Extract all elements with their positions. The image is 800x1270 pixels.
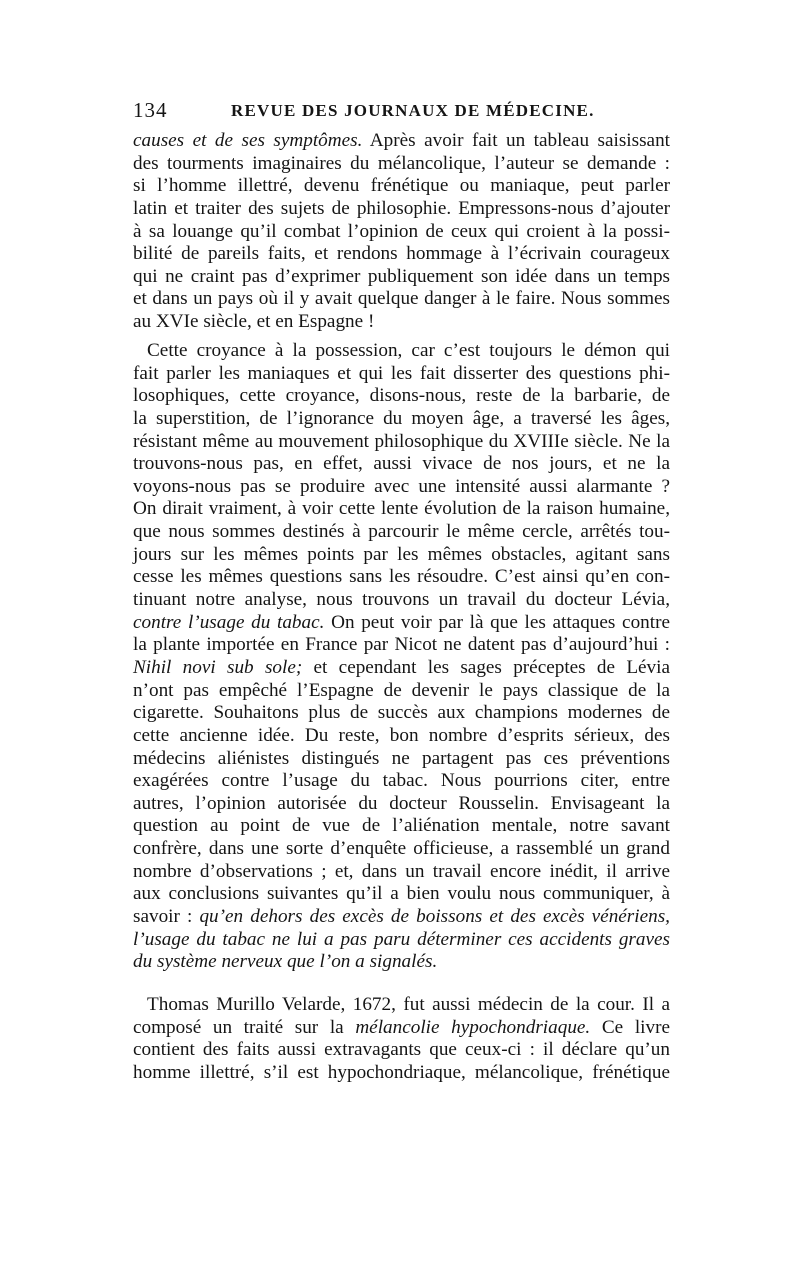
text-line: On dirait vraiment, à voir cette lente évolution de la raison humaine, <box>133 498 670 520</box>
text-line: homme illettré, s’il est hypochondriaque, mélancolique, frénétique <box>133 1061 670 1083</box>
text-line: qui ne craint pas d’exprimer publiquement son idée dans un temps <box>133 265 670 287</box>
text-line: l’usage du tabac ne lui a pas paru déterminer ces accidents graves <box>133 928 670 950</box>
text-line: exagérées contre l’usage du tabac. Nous pourrions citer, entre <box>133 770 670 792</box>
text-line: bilité de pareils faits, et rendons hommage à l’écrivain courageux <box>133 243 670 265</box>
text-line: du système nerveux que l’on a signalés. <box>133 951 438 973</box>
text-line: composé un traité sur la mélancolie hypochondriaque. Ce livre <box>133 1016 670 1038</box>
text-line: causes et de ses symptômes. Après avoir fait un tableau saisissant <box>133 130 670 151</box>
paragraph-1 <box>133 130 670 334</box>
text-line: au XVIe siècle, et en Espagne ! <box>133 311 375 333</box>
text-line: fait parler les maniaques et qui les fait disserter des questions phi- <box>133 362 670 384</box>
text-line: Thomas Murillo Velarde, 1672, fut aussi médecin de la cour. Il a <box>147 994 670 1015</box>
text-line: aux conclusions suivantes qu’il a bien voulu nous communiquer, à <box>133 883 670 905</box>
text-line: question au point de vue de l’aliénation mentale, notre savant <box>133 815 670 837</box>
text-line: cette ancienne idée. Du reste, bon nombre d’esprits sérieux, des <box>133 724 670 746</box>
text-line: voyons-nous pas se produire avec une intensité aussi alarmante ? <box>133 475 670 497</box>
text-line: si l’homme illettré, devenu frénétique ou maniaque, peut parler <box>133 175 670 197</box>
text-line: cesse les mêmes questions sans les résoudre. C’est ainsi qu’en con- <box>133 566 670 588</box>
text-line: nombre d’observations ; et, dans un travail encore inédit, il arrive <box>133 860 670 882</box>
italic-run: qu’en dehors des excès de boissons et des excès vénériens, <box>199 906 670 928</box>
italic-run: contre l’usage du tabac. <box>133 611 325 633</box>
italic-run: causes et de ses symptômes. <box>133 130 363 151</box>
text-line: que nous sommes destinés à parcourir le même cercle, arrêtés tou- <box>133 521 670 543</box>
text-line: contient des faits aussi extravagants que ceux-ci : il déclare qu’un <box>133 1039 670 1061</box>
text-line: confrère, dans une sorte d’enquête officieuse, a rassemblé un grand <box>133 838 670 860</box>
text-line: contre l’usage du tabac. On peut voir par là que les attaques contre <box>133 611 670 633</box>
text-line: à sa louange qu’il combat l’opinion de ceux qui croient à la possi- <box>133 220 670 242</box>
text-line: et dans un pays où il y avait quelque danger à le faire. Nous sommes <box>133 288 670 310</box>
text-line: des tourments imaginaires du mélancolique, l’auteur se demande : <box>133 152 670 174</box>
text-line: la plante importée en France par Nicot ne datent pas d’aujourd’hui : <box>133 634 670 656</box>
running-head <box>133 98 670 126</box>
text-line: médecins aliénistes distingués ne partagent pas ces préventions <box>133 747 670 769</box>
text-line: n’ont pas empêché l’Espagne de devenir le pays classique de la <box>133 679 670 701</box>
paragraph-2 <box>133 340 670 974</box>
paragraph-3 <box>133 994 670 1085</box>
italic-run: mélancolie hypochondriaque. <box>355 1016 591 1038</box>
text-line: cigarette. Souhaitons plus de succès aux champions modernes de <box>133 702 670 724</box>
italic-run: Nihil novi sub sole; <box>133 656 303 678</box>
text-line: la superstition, de l’ignorance du moyen âge, a traversé les âges, <box>133 407 670 429</box>
text-line: losophiques, cette croyance, disons-nous, reste de la barbarie, de <box>133 385 670 407</box>
text-line: autres, l’opinion autorisée du docteur Rousselin. Envisageant la <box>133 792 670 814</box>
text-line: jours sur les mêmes points par les mêmes obstacles, agitant sans <box>133 543 670 565</box>
text-line: latin et traiter des sujets de philosophie. Empressons-nous d’ajouter <box>133 197 670 219</box>
text-line: résistant même au mouvement philosophique du XVIIIe siècle. Ne la <box>133 430 670 452</box>
text-line: Nihil novi sub sole; et cependant les sages préceptes de Lévia <box>133 656 670 678</box>
text-line: savoir : qu’en dehors des excès de boissons et des excès vénériens, <box>133 906 670 928</box>
page-number: 134 <box>133 98 168 122</box>
text-line: Cette croyance à la possession, car c’est toujours le démon qui <box>147 340 670 361</box>
running-title: REVUE DES JOURNAUX DE MÉDECINE. <box>231 101 595 120</box>
text-line: trouvons-nous pas, en effet, aussi vivace de nos jours, et ne la <box>133 453 670 475</box>
text-line: tinuant notre analyse, nous trouvons un travail du docteur Lévia, <box>133 589 670 611</box>
